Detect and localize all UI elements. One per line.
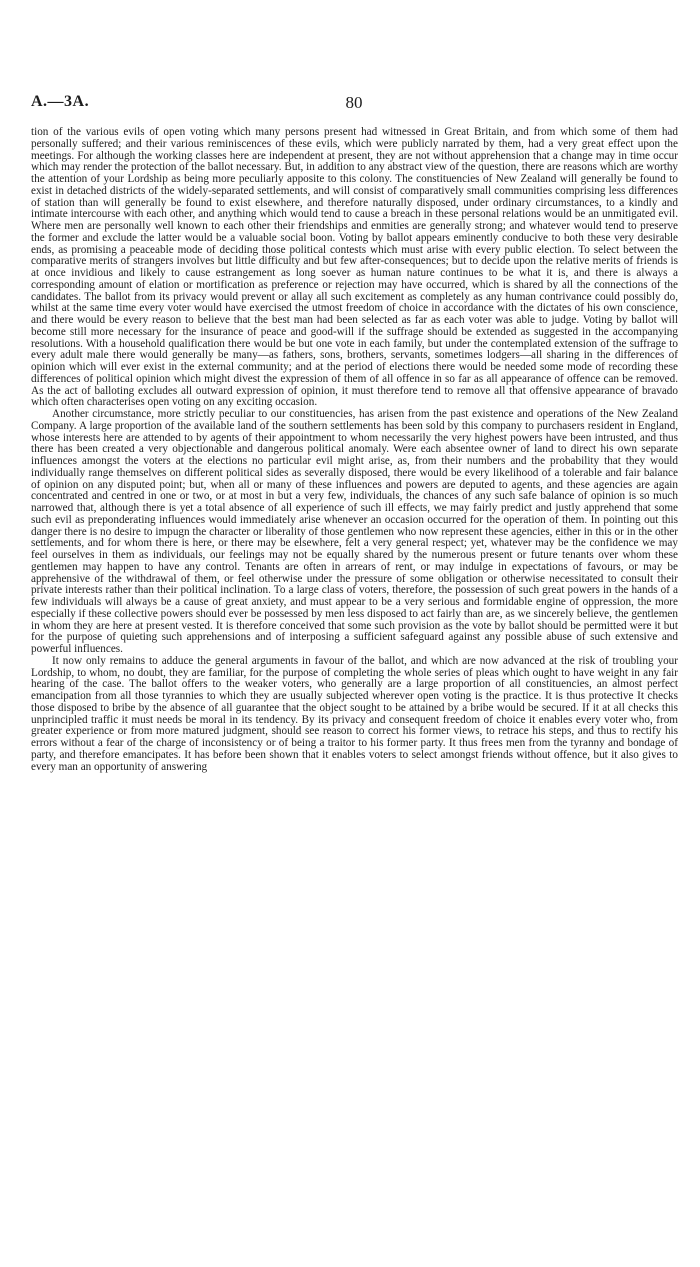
body-text (31, 127, 678, 773)
paragraph-general-arguments: It now only remains to adduce the general arguments in favour of the ballot, and which are now advanced at the risk of troubling your Lordship, to whom, no doubt, they are familiar, for the purpose of completing the whole series of pleas which ought to have weight in any fair hearing of the case. The ballot offers to the weaker voters, who generally are a large proportion of all constituencies, an almost perfect emancipation from all those tyrannies to which they are usually subjected wherever open voting is the practice. It is thus protective It checks those disposed to bribe by the absence of all guarantee that the object sought to be attained by a bribe would be secured. If it at all checks this unprincipled traffic it must needs be moral in its tendency. By its privacy and consequent freedom of choice it enables every voter who, from greater experience or from more matured judgment, should see reason to correct his former views, to retrace his steps, and thus to rectify his errors without a fear of the charge of inconsistency or of being a traitor to his former party. It thus frees men from the tyranny and bondage of party, and therefore emancipates. It has before been shown that it enables voters to select amongst friends without offence, but it also gives to every man an opportunity of answering (31, 654, 678, 773)
paragraph-new-zealand-company: Another circumstance, more strictly peculiar to our constituencies, has arisen from the past existence and operations of the New Zealand Company. A large proportion of the available land of the southern settlements has been sold by this company to purchasers resident in England, whose interests here are attended to by agents of their appointment to whom necessarily the very highest powers have been intrusted, and thus there has been created a very objectionable and dangerous political anomaly. Were each absentee owner of land to direct his own separate influences amongst the voters at the elections no particular evil might arise, as, from their numbers and the probability that they would individually range themselves on different political sides as severally disposed, there would be every likelihood of a tolerable and fair balance of opinion on any disputed point; but, when all or many of these influences and powers are deputed to agents, and these agencies are again concentrated and centred in one or two, or at most in but a very few, individuals, the chances of any such safe balance of opinion is so much narrowed that, although there is yet a total absence of all experience of such ill effects, we may fairly predict and justly apprehend that some such evil as preponderating influences would immediately arise whenever an occasion occurred for the operation of them. In pointing out this danger there is no desire to impugn the character or liberality of those gentlemen who now represent these agencies, either in this or in the other settlements, and for whom there is here, or there may be elsewhere, felt a very general respect; yet, whatever may be the confidence we may feel ourselves in them as individuals, our feelings may not be equally shared by the numerous present or future tenants over whom these gentlemen may happen to have any control. Tenants are often in arrears of rent, or may indulge in expectations of favours, or may be apprehensive of the withdrawal of them, or feel otherwise under the pressure of some obligation or otherwise necessitated to consult their private interests rather than their political inclination. To a large class of voters, therefore, the possession of such great powers in the hands of a few individuals will always be a cause of great anxiety, and must appear to be a very serious and formidable engine of oppression, the more especially if these collective powers should ever be possessed by men less disposed to act fairly than are, as we sincerely believe, the gentlemen in whom they are here at present vested. It is therefore conceived that some such provision as the vote by ballot should be permitted were it but for the purpose of quieting such apprehensions and of interposing a sufficient safeguard against any possible abuse of such extensive and powerful influences. (31, 408, 678, 655)
page-header (31, 93, 677, 113)
page-number: 80 (345, 93, 363, 112)
paragraph-continued: tion of the various evils of open voting which many persons present had witnessed in Great Britain, and from which some of them had personally suffered; and their various reminiscences of these evils, which were publicly narrated by them, had a very great effect upon the meetings. For although the working classes here are independent at present, they are not without apprehension that a change may in time occur which may render the protection of the ballot necessary. But, in addition to any abstract view of the question, there are reasons which are worthy the attention of your Lordship as being more peculiarly apposite to this colony. The constituencies of New Zealand will generally be found to exist in detached districts of the widely-separated settlements, and will consist of comparatively small communities comprising less differences of station than will generally be found to exist elsewhere, and therefore naturally disposed, under ordinary circumstances, to a kindly and intimate intercourse with each other, and anything which would tend to cause a breach in these personal relations would be an unmitigated evil. Where men are personally well known to each other their friendships and enmities are generally strong; and whatever would tend to preserve the former and exclude the latter would be a valuable social boon. Voting by ballot appears eminently conducive to both these very desirable ends, as promising a peaceable mode of deciding those political contests which must arise with every public election. To select between the comparative merits of strangers involves but little difficulty and but few after-consequences; but to decide upon the relative merits of friends is at once invidious and likely to cause estrangement as long soever as human nature continues to be what it is, and there is always a corresponding amount of elation or mortification as preference or rejection may have occurred, which is shared by all the connections of the candidates. The ballot from its privacy would prevent or allay all such excitement as completely as any human contrivance could possibly do, whilst at the same time every voter would have exercised the utmost freedom of choice in accordance with the dictates of his own conscience, and there would be every reason to believe that the best man had been selected as far as each voter was able to judge. Voting by ballot will become still more necessary for the insurance of peace and good-will if the suffrage should be extended as suggested in the accompanying resolutions. With a household qualification there would be but one vote in each family, but under the contemplated extension of the suffrage to every adult male there would generally be many—as fathers, sons, brothers, servants, sometimes lodgers—all sharing in the differences of opinion which will ever exist in the external community; and at the period of elections there would be needed some mode of recording these differences of political opinion which might divest the expression of them of all offence in so far as all appearance of offence can be removed. As the act of balloting excludes all outward expression of opinion, it must therefore tend to remove all that offensive appearance of bravado which often characterises open voting on any exciting occasion. (31, 126, 679, 409)
document-reference: A.—3A. (31, 93, 90, 110)
